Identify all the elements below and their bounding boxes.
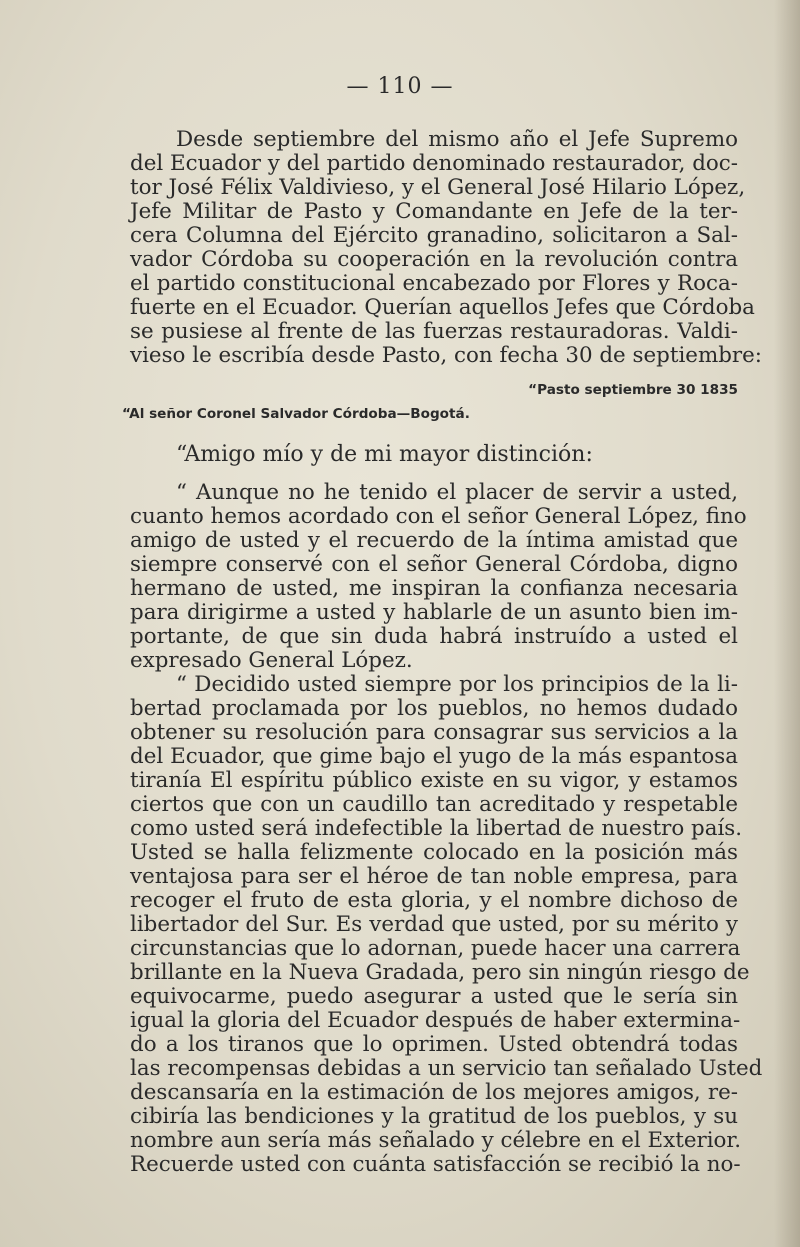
text-line: nombre aun sería más señalado y célebre en el Exterior. [130,1128,742,1153]
text-line: expresado General López. [130,648,413,673]
text-line: amigo de usted y el recuerdo de la íntima amistad que [130,528,738,553]
text-line: vador Córdoba su cooperación en la revolución contra [130,247,738,272]
text-line: fuerte en el Ecuador. Querían aquellos Jefes que Córdoba [130,295,755,320]
text-line: siempre conservé con el señor General Córdoba, digno [130,552,738,577]
letter-salutation: “Amigo mío y de mi mayor distinción: [176,442,593,467]
text-line: descansaría en la estimación de los mejores amigos, re- [130,1080,738,1105]
text-line: igual la gloria del Ecuador después de haber extermina- [130,1008,741,1033]
text-line: libertador del Sur. Es verdad que usted, por su mérito y [130,912,738,937]
text-line: bertad proclamada por los pueblos, no hemos dudado [130,696,738,721]
text-line: tor José Félix Valdivieso, y el General José Hilario López, [130,175,746,200]
text-line: Desde septiembre del mismo año el Jefe Supremo [176,127,738,152]
letter-dateline: “Pasto septiembre 30 1835 [528,382,738,398]
text-line: brillante en la Nueva Gradada, pero sin ningún riesgo de [130,960,750,985]
text-line: tiranía El espíritu público existe en su vigor, y estamos [130,768,738,793]
text-line: Recuerde usted con cuánta satisfacción se recibió la no- [130,1152,741,1177]
text-line: “ Decidido usted siempre por los principios de la li- [176,672,738,697]
page-number: — 110 — [346,74,454,99]
text-line: como usted será indefectible la libertad de nuestro país. [130,816,743,841]
text-line: circunstancias que lo adornan, puede hacer una carrera [130,936,741,961]
text-line: para dirigirme a usted y hablarle de un asunto bien im- [130,600,738,625]
text-line: do a los tiranos que lo oprimen. Usted obtendrá todas [130,1032,738,1057]
text-line: ventajosa para ser el héroe de tan noble empresa, para [130,864,738,889]
text-line: “ Aunque no he tenido el placer de servir a usted, [176,480,738,505]
text-line: cuanto hemos acordado con el señor General López, fino [130,504,747,529]
text-line: del Ecuador, que gime bajo el yugo de la más espantosa [130,744,738,769]
text-line: el partido constitucional encabezado por Flores y Roca- [130,271,738,296]
text-line: se pusiese al frente de las fuerzas restauradoras. Valdi- [130,319,738,344]
text-line: portante, de que sin duda habrá instruído a usted el [130,624,738,649]
text-line: equivocarme, puedo asegurar a usted que le sería sin [130,984,738,1009]
text-line: vieso le escribía desde Pasto, con fecha 30 de septiembre: [130,343,763,368]
text-line: cibiría las bendiciones y la gratitud de los pueblos, y su [130,1104,738,1129]
letter-addressee: “Al señor Coronel Salvador Córdoba—Bogotá. [122,406,470,422]
text-line: hermano de usted, me inspiran la confianza necesaria [130,576,738,601]
text-line: recoger el fruto de esta gloria, y el nombre dichoso de [130,888,738,913]
text-line: del Ecuador y del partido denominado restaurador, doc- [130,151,738,176]
text-line: las recompensas debidas a un servicio tan señalado Usted [130,1056,763,1081]
text-line: Usted se halla felizmente colocado en la posición más [130,840,738,865]
text-line: ciertos que con un caudillo tan acreditado y respetable [130,792,738,817]
text-line: obtener su resolución para consagrar sus servicios a la [130,720,738,745]
text-line: cera Columna del Ejército granadino, solicitaron a Sal- [130,223,738,248]
text-line: Jefe Militar de Pasto y Comandante en Jefe de la ter- [130,199,738,224]
